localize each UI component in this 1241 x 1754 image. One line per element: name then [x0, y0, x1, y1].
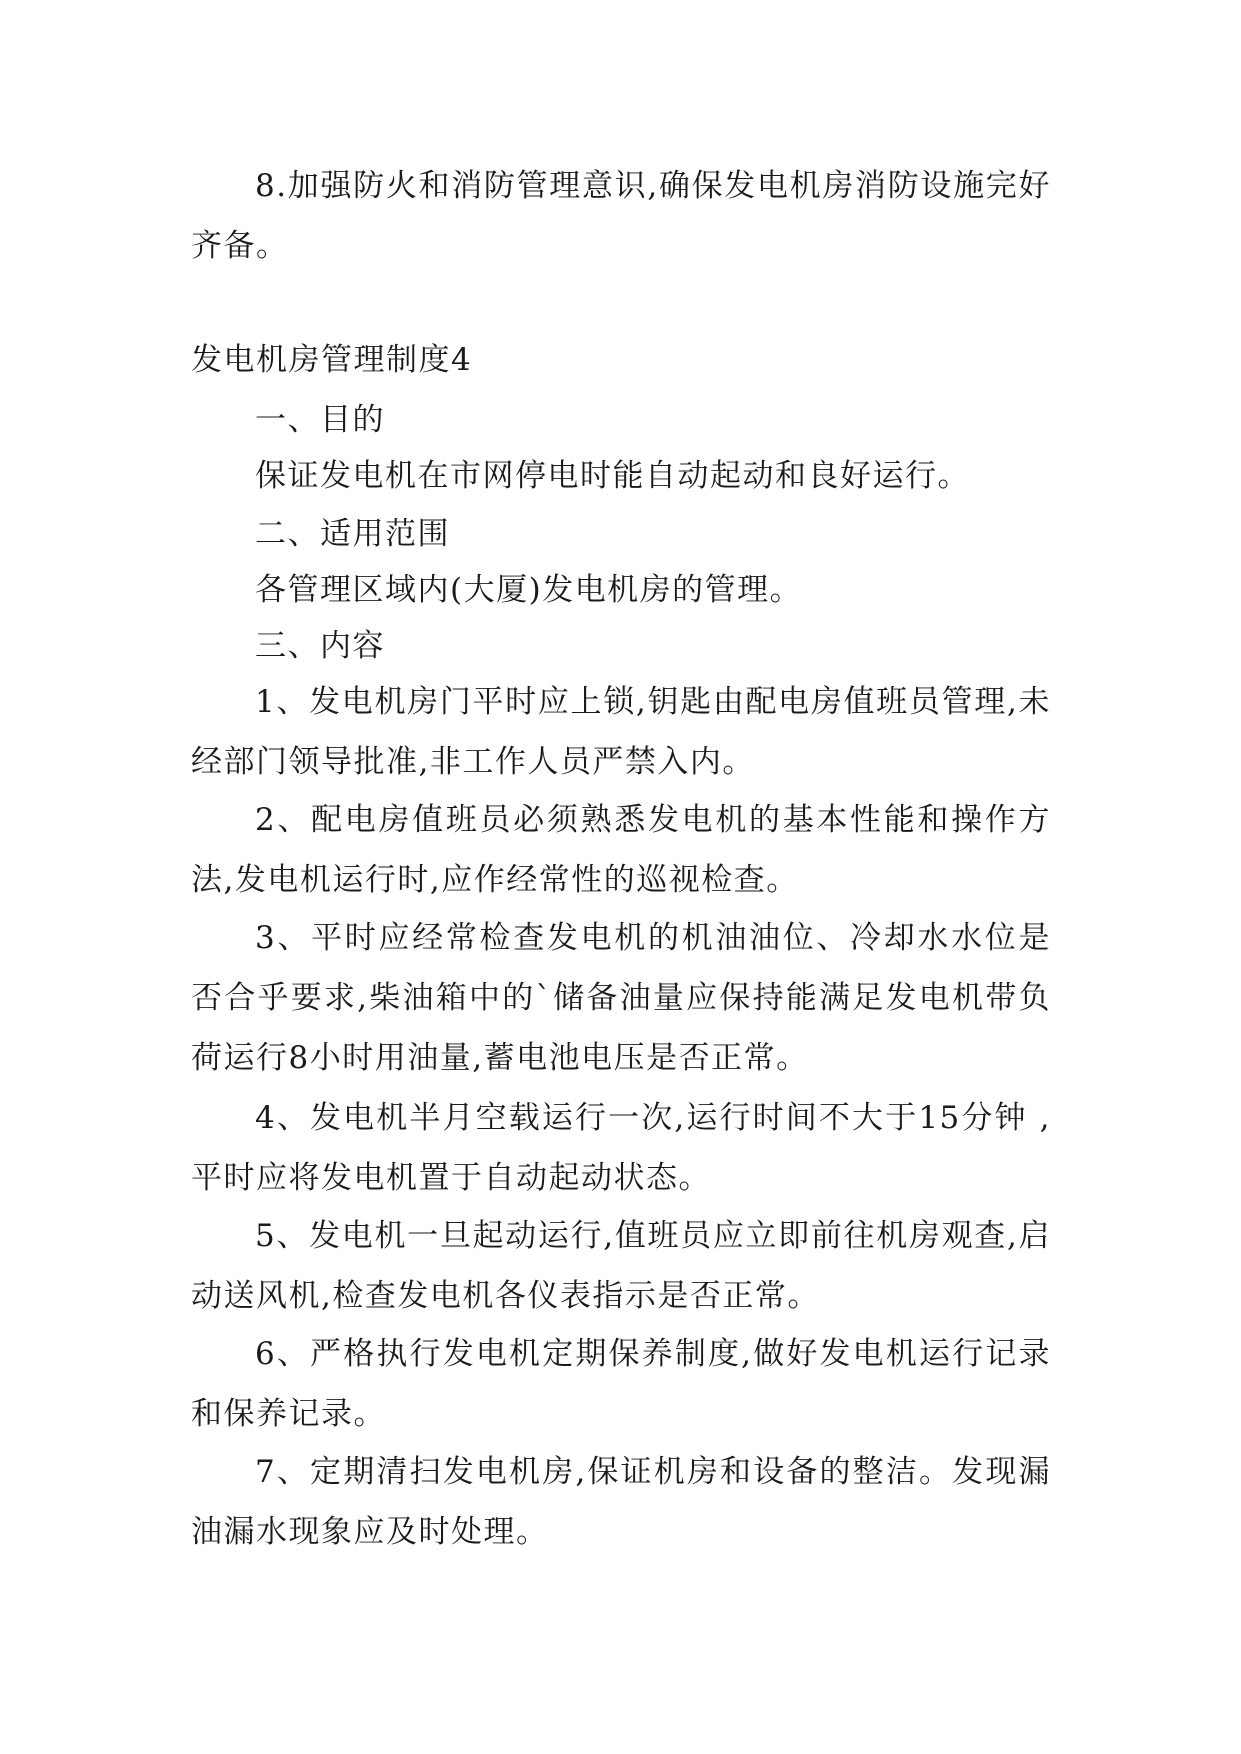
heading-content: 三、内容: [255, 628, 385, 664]
paragraph-fire-safety: 8.加强防火和消防管理意识,确保发电机房消防设施完好齐备。: [191, 168, 1051, 264]
section-title: 发电机房管理制度4: [191, 342, 473, 378]
rule-item-6: 6、严格执行发电机定期保养制度,做好发电机运行记录和保养记录。: [191, 1336, 1051, 1432]
rule-item-2: 2、配电房值班员必须熟悉发电机的基本性能和操作方法,发电机运行时,应作经常性的巡视检查。: [191, 802, 1051, 898]
paragraph-purpose: 保证发电机在市网停电时能自动起动和良好运行。: [255, 458, 970, 494]
rule-item-4: 4、发电机半月空载运行一次,运行时间不大于15分钟 ,平时应将发电机置于自动起动状态。: [191, 1100, 1051, 1196]
heading-scope: 二、适用范围: [255, 516, 450, 552]
rule-item-7: 7、定期清扫发电机房,保证机房和设备的整洁。发现漏油漏水现象应及时处理。: [191, 1454, 1051, 1550]
rule-item-1: 1、发电机房门平时应上锁,钥匙由配电房值班员管理,未经部门领导批准,非工作人员严禁入内。: [191, 684, 1051, 780]
rule-item-3: 3、平时应经常检查发电机的机油油位、冷却水水位是否合乎要求,柴油箱中的`储备油量应保持能满足发电机带负荷运行8小时用油量,蓄电池电压是否正常。: [191, 920, 1051, 1076]
paragraph-scope: 各管理区域内(大厦)发电机房的管理。: [255, 572, 803, 608]
heading-purpose: 一、目的: [255, 402, 385, 438]
rule-item-5: 5、发电机一旦起动运行,值班员应立即前往机房观查,启动送风机,检查发电机各仪表指示是否正常。: [191, 1218, 1051, 1314]
